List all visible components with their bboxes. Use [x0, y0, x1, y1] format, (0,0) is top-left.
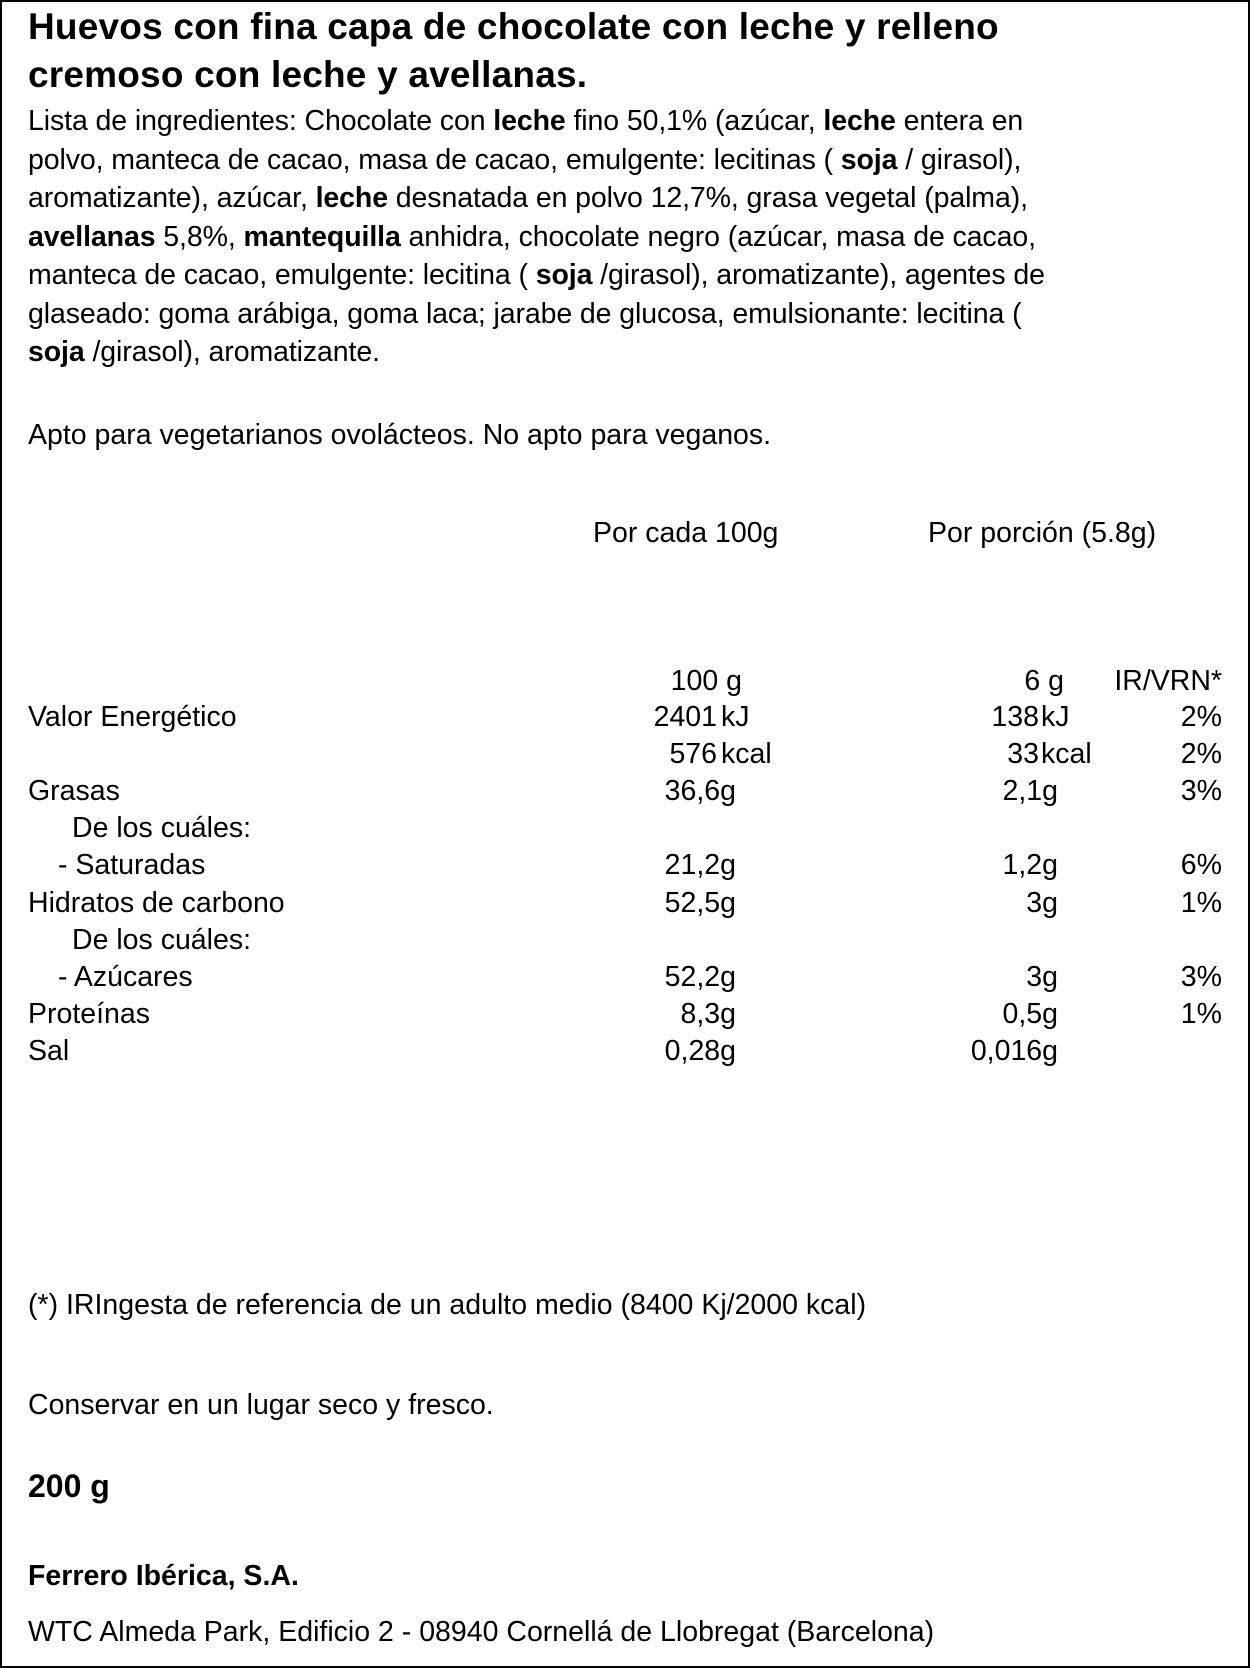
value-100g: 52,5g — [664, 886, 736, 919]
column-100g: 100 g — [670, 665, 742, 697]
allergen-text: leche — [823, 105, 896, 137]
value-portion: 1,2g — [1002, 849, 1058, 882]
ingredients-list — [28, 102, 1045, 372]
value-100g: 2401 — [653, 701, 717, 733]
ingredient-text: manteca de cacao, emulgente: lecitina ( — [28, 259, 536, 291]
value-100g: 52,2g — [664, 960, 736, 993]
allergen-text: soja — [840, 143, 898, 176]
value-portion: 33 — [1007, 738, 1039, 771]
allergen-text: mantequilla — [243, 220, 401, 253]
ingredients-line — [28, 141, 1045, 180]
ingredients-line — [28, 179, 1045, 218]
value-portion: 2,1g — [1002, 775, 1058, 808]
ingredients-line — [28, 333, 1045, 372]
nutrient-label: Hidratos de carbono — [28, 886, 285, 919]
ingredient-text: /girasol), aromatizante), agentes de — [592, 259, 1045, 291]
nutrient-label: - Azúcares — [58, 960, 193, 993]
value-100g: 576 — [669, 738, 717, 771]
ingredient-text: entera en — [895, 105, 1024, 137]
ingredient-text: 5,8%, — [155, 220, 244, 253]
ingredient-text: aromatizante), azúcar, — [28, 182, 316, 214]
unit-portion: kJ — [1041, 701, 1070, 733]
value-100g: 0,28g — [664, 1034, 736, 1067]
suitability-note: Apto para vegetarianos ovolácteos. No apto para veganos. — [28, 419, 772, 451]
value-portion: 138 — [991, 701, 1039, 733]
value-100g: 36,6g — [664, 775, 736, 808]
nutrient-label: Proteínas — [28, 997, 150, 1030]
value-portion: 0,5g — [1002, 997, 1058, 1030]
allergen-text: leche — [315, 182, 388, 214]
ingredient-text: fino 50,1% (azúcar, — [565, 105, 824, 137]
ingredients-line — [28, 102, 1045, 141]
header-per-portion: Por porción (5.8g) — [928, 517, 1157, 549]
allergen-text: soja — [535, 259, 593, 291]
ingredients-line — [28, 295, 1045, 334]
nutrient-label: De los cuáles: — [72, 923, 252, 956]
ingredient-text: polvo, manteca de cacao, masa de cacao, emulgente: lecitinas ( — [28, 143, 841, 176]
value-100g: 8,3g — [680, 997, 736, 1030]
nutrient-label: Valor Energético — [28, 701, 237, 733]
nutrient-label: - Saturadas — [58, 849, 206, 882]
column-portion: 6 g — [1024, 665, 1064, 697]
ir-vrn-percent: 3% — [1180, 960, 1222, 993]
allergen-text: avellanas — [28, 220, 156, 253]
ingredient-text: Lista de ingredientes: Chocolate con — [28, 105, 494, 137]
nutrient-label: Grasas — [28, 775, 120, 808]
ingredient-text: /girasol), aromatizante. — [84, 336, 380, 368]
allergen-text: soja — [28, 336, 85, 368]
unit-100g: kcal — [721, 738, 772, 771]
company-address: WTC Almeda Park, Edificio 2 - 08940 Cornellá de Llobregat (Barcelona) — [28, 1616, 935, 1648]
header-per-100g: Por cada 100g — [593, 517, 779, 549]
column-ir-vrn: IR/VRN* — [1114, 665, 1222, 697]
value-portion: 0,016g — [970, 1034, 1058, 1067]
value-portion: 3g — [1026, 886, 1058, 919]
product-title-line-2: cremoso con leche y avellanas. — [28, 54, 588, 95]
ir-vrn-percent: 2% — [1180, 701, 1222, 733]
ingredients-line — [28, 256, 1045, 295]
ir-vrn-percent: 1% — [1180, 886, 1222, 919]
ingredient-text: anhidra, chocolate negro (azúcar, masa de cacao, — [400, 220, 1036, 253]
net-weight: 200 g — [28, 1468, 110, 1504]
ingredient-text: / girasol), — [897, 143, 1022, 176]
ingredient-text: glaseado: goma arábiga, goma laca; jarabe de glucosa, emulsionante: lecitina ( — [28, 297, 1022, 330]
value-100g: 21,2g — [664, 849, 736, 882]
unit-100g: kJ — [721, 701, 750, 733]
product-title-line-1: Huevos con fina capa de chocolate con leche y relleno — [28, 6, 999, 47]
footnote: (*) IRIngesta de referencia de un adulto medio (8400 Kj/2000 kcal) — [28, 1289, 867, 1321]
ir-vrn-percent: 1% — [1180, 997, 1222, 1030]
company-name: Ferrero Ibérica, S.A. — [28, 1560, 299, 1592]
ir-vrn-percent: 3% — [1180, 775, 1222, 808]
ingredient-text: desnatada en polvo 12,7%, grasa vegetal (palma), — [387, 182, 1028, 214]
nutrient-label: Sal — [28, 1034, 70, 1067]
unit-portion: kcal — [1041, 738, 1092, 771]
value-portion: 3g — [1026, 960, 1058, 993]
ir-vrn-percent: 2% — [1180, 738, 1222, 771]
allergen-text: leche — [493, 105, 566, 137]
nutrient-label: De los cuáles: — [72, 812, 252, 845]
storage-instructions: Conservar en un lugar seco y fresco. — [28, 1389, 494, 1421]
ingredients-line — [28, 218, 1045, 257]
ir-vrn-percent: 6% — [1180, 849, 1222, 882]
